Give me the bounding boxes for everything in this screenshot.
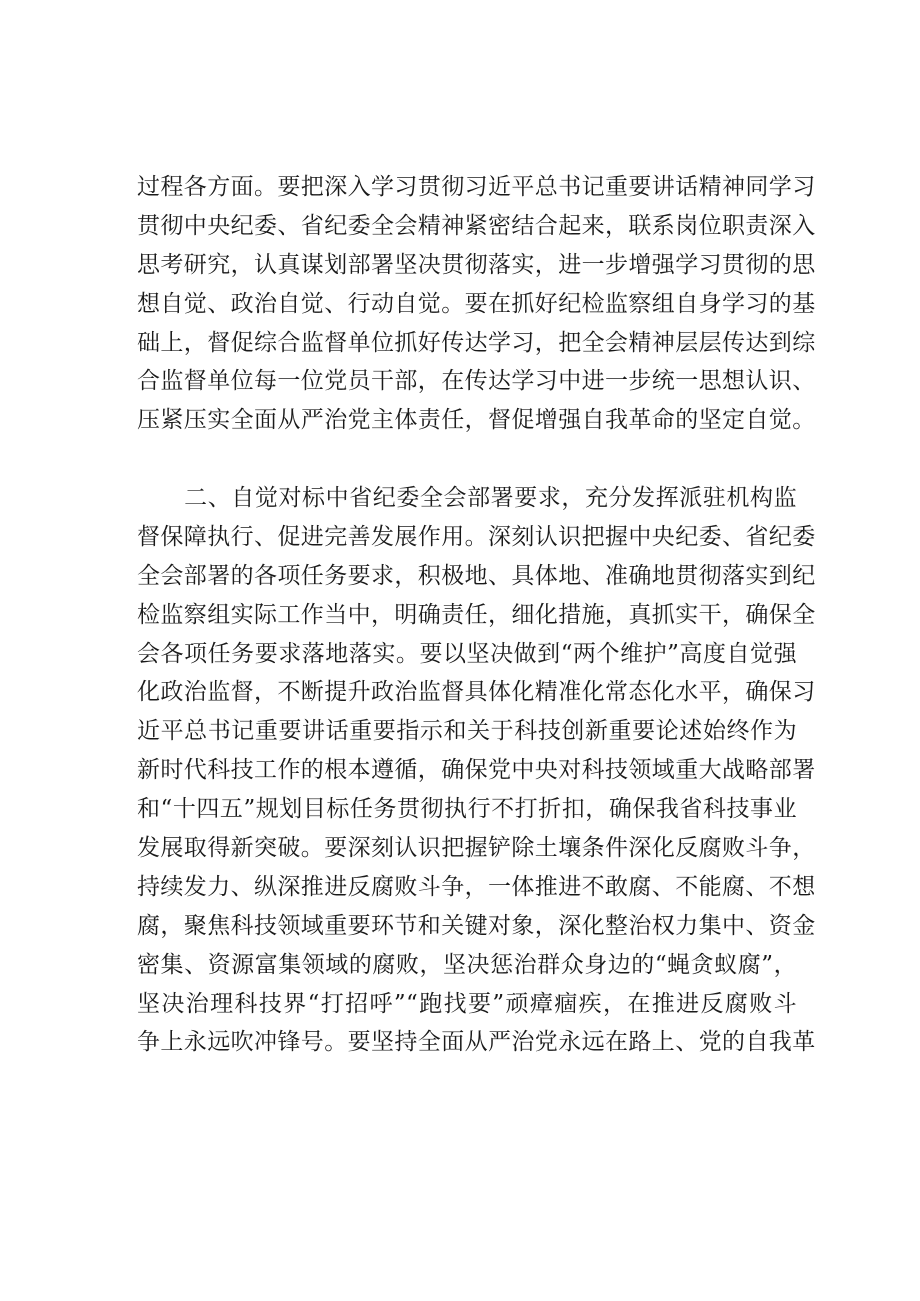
text-line: 想自觉、政治自觉、行动自觉。要在抓好纪检监察组自身学习的基 <box>137 290 816 317</box>
text-line: 坚决治理科技界“打招呼”“跑找要”顽瘴痼疾，在推进反腐败斗 <box>137 990 797 1017</box>
paragraph-1 <box>137 168 816 440</box>
text-line: 近平总书记重要讲话重要指示和关于科技创新重要论述始终作为 <box>137 718 797 745</box>
text-line: 思考研究，认真谋划部署坚决贯彻落实，进一步增强学习贯彻的思 <box>137 251 816 278</box>
text-line: 发展取得新突破。要深刻认识把握铲除土壤条件深化反腐败斗争， <box>137 835 816 862</box>
text-line: 础上，督促综合监督单位抓好传达学习，把全会精神层层传达到综 <box>137 329 816 356</box>
text-line: 督保障执行、促进完善发展作用。深刻认识把握中央纪委、省纪委 <box>137 523 816 550</box>
text-line: 密集、资源富集领域的腐败，坚决惩治群众身边的“蝇贪蚁腐”， <box>137 951 797 978</box>
text-line: 压紧压实全面从严治党主体责任，督促增强自我革命的坚定自觉。 <box>137 407 816 434</box>
text-line: 贯彻中央纪委、省纪委全会精神紧密结合起来，联系岗位职责深入 <box>137 212 816 239</box>
text-line: 合监督单位每一位党员干部，在传达学习中进一步统一思想认识、 <box>137 368 816 395</box>
text-line: 持续发力、纵深推进反腐败斗争，一体推进不敢腐、不能腐、不想 <box>137 873 816 900</box>
text-line: 腐，聚焦科技领域重要环节和关键对象，深化整治权力集中、资金 <box>137 912 816 939</box>
paragraph-2 <box>137 479 816 1062</box>
text-line: 化政治监督，不断提升政治监督具体化精准化常态化水平，确保习 <box>137 679 816 706</box>
text-line: 全会部署的各项任务要求，积极地、具体地、准确地贯彻落实到纪 <box>137 562 816 589</box>
text-line: 过程各方面。要把深入学习贯彻习近平总书记重要讲话精神同学习 <box>137 174 816 200</box>
text-line: 二、自觉对标中省纪委全会部署要求，充分发挥派驻机构监 <box>137 485 797 511</box>
text-line: 会各项任务要求落地落实。要以坚决做到“两个维护”高度自觉强 <box>137 640 797 667</box>
text-line: 争上永远吹冲锋号。要坚持全面从严治党永远在路上、党的自我革 <box>137 1029 816 1056</box>
text-line: 新时代科技工作的根本遵循，确保党中央对科技领域重大战略部署 <box>137 757 816 784</box>
text-line: 和“十四五”规划目标任务贯彻执行不打折扣，确保我省科技事业 <box>137 796 797 823</box>
text-line: 检监察组实际工作当中，明确责任，细化措施，真抓实干，确保全 <box>137 601 816 628</box>
